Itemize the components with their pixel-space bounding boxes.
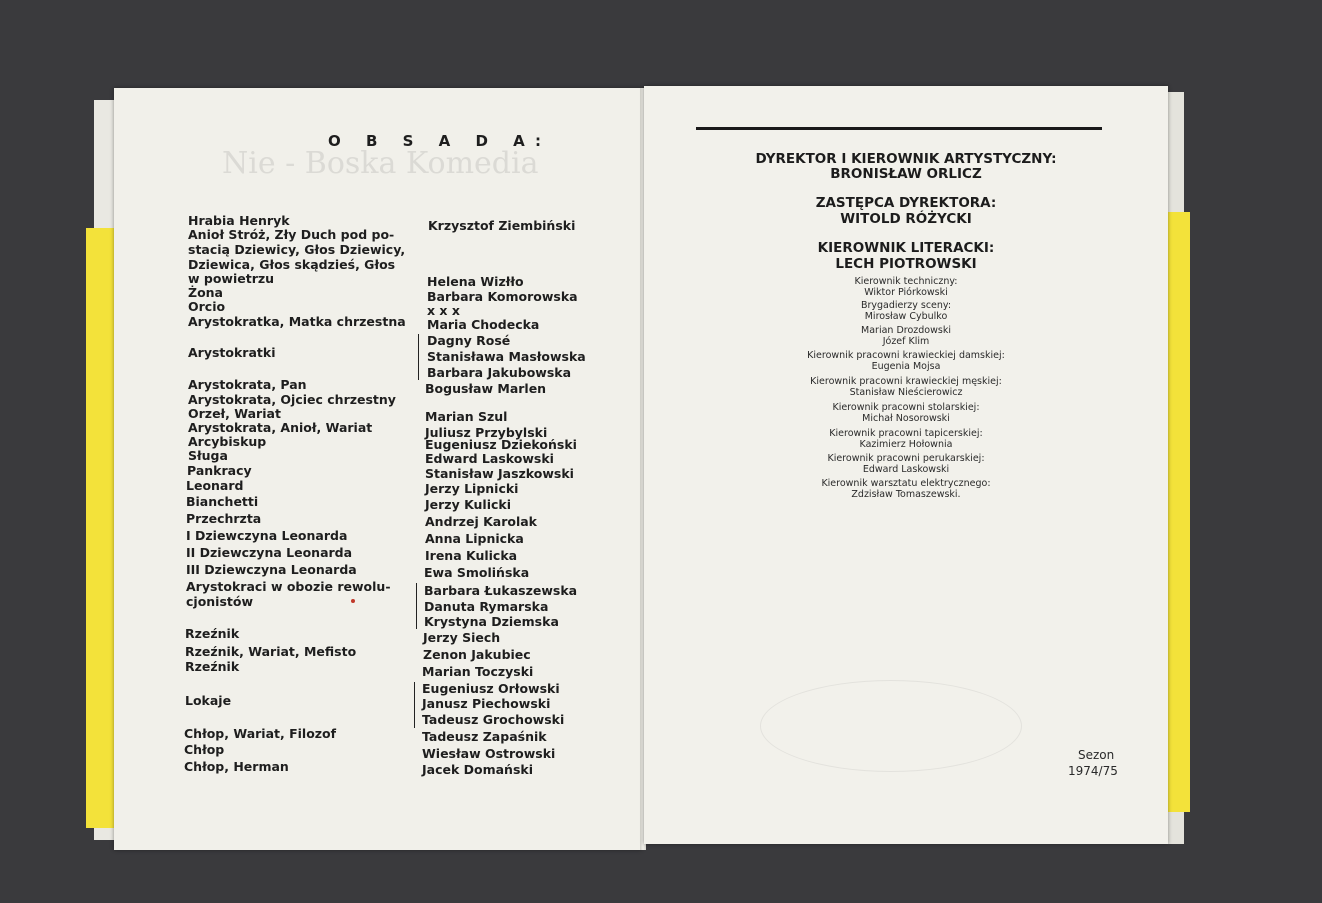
staff-line: Kierownik warsztatu elektrycznego: <box>821 478 991 489</box>
actor-line: Bogusław Marlen <box>425 381 547 396</box>
actor-line: Marian Szul <box>425 409 508 424</box>
role-line: Rzeźnik, Wariat, Mefisto <box>185 644 357 659</box>
role-line: Chłop, Wariat, Filozof <box>184 726 337 741</box>
staff-line: Mirosław Cybulko <box>864 311 948 322</box>
role-line: Anioł Stróż, Zły Duch pod po- <box>188 227 395 242</box>
staff-line: Józef Klim <box>882 336 930 347</box>
actor-line: Eugeniusz Orłowski <box>422 681 560 696</box>
role-line: Bianchetti <box>186 494 259 509</box>
yellow-tab-left <box>86 228 116 828</box>
actor-line: Andrzej Karolak <box>425 514 537 529</box>
role-line: Orcio <box>188 299 226 314</box>
top-rule <box>696 127 1102 130</box>
role-line: Sługa <box>188 448 228 463</box>
role-line: Arystokratka, Matka chrzestna <box>188 314 406 329</box>
role-line: Rzeźnik <box>185 659 240 674</box>
role-line: Przechrzta <box>186 511 262 526</box>
actor-line: Jerzy Kulicki <box>425 497 512 512</box>
staff-line: Eugenia Mojsa <box>871 361 941 372</box>
red-ink-dot <box>351 599 355 603</box>
role-line: Leonard <box>186 478 244 493</box>
actor-line: Jacek Domański <box>422 762 533 777</box>
staff-line: Kierownik techniczny: <box>854 276 958 287</box>
staff-line: Brygadierzy sceny: <box>860 300 952 311</box>
actor-line: Marian Toczyski <box>422 664 534 679</box>
actor-line: Helena Wizłło <box>427 274 524 289</box>
role-line: Arcybiskup <box>188 434 267 449</box>
actor-line: Barbara Komorowska <box>427 289 578 304</box>
actor-line: Maria Chodecka <box>427 317 540 332</box>
literary-manager-name: LECH PIOTROWSKI <box>835 256 977 272</box>
bracket-aristocrats <box>418 334 424 380</box>
actor-line: Stanisława Masłowska <box>427 349 586 364</box>
deputy-director-title: ZASTĘPCA DYREKTORA: <box>815 195 997 211</box>
role-line: Orzeł, Wariat <box>188 406 281 421</box>
actor-line: Irena Kulicka <box>425 548 518 563</box>
actor-line: Dagny Rosé <box>427 333 511 348</box>
role-line: Chłop, Herman <box>184 759 289 774</box>
staff-line: Zdzisław Tomaszewski. <box>851 489 961 500</box>
role-line: Żona <box>188 285 223 300</box>
actor-line: Jerzy Siech <box>423 630 501 645</box>
staff-line: Kierownik pracowni krawieckiej damskiej: <box>807 350 1005 361</box>
role-line: Hrabia Henryk <box>188 213 290 228</box>
actor-line: Eugeniusz Dziekoński <box>425 437 577 452</box>
deputy-director-name: WITOLD RÓŻYCKI <box>840 211 972 227</box>
staff-line: Kierownik pracowni tapicerskiej: <box>829 428 983 439</box>
actor-line: Anna Lipnicka <box>425 531 524 546</box>
staff-line: Kierownik pracowni krawieckiej męskiej: <box>810 376 1002 387</box>
staff-line: Kierownik pracowni stolarskiej: <box>832 402 980 413</box>
role-line: Arystokraci w obozie rewolu- <box>186 579 391 594</box>
actor-line: Jerzy Lipnicki <box>425 481 519 496</box>
actor-line: Barbara Łukaszewska <box>424 583 578 598</box>
role-line: stacią Dziewicy, Głos Dziewicy, <box>188 242 406 257</box>
staff-line: Edward Laskowski <box>862 464 950 475</box>
staff-line: Wiktor Piórkowski <box>864 287 948 298</box>
role-line: cjonistów <box>186 594 254 609</box>
yellow-tab-right <box>1168 212 1190 812</box>
staff-line: Kazimierz Hołownia <box>859 439 953 450</box>
actor-line: Barbara Jakubowska <box>427 365 572 380</box>
actor-line: Krzysztof Ziembiński <box>428 218 576 233</box>
role-line: Rzeźnik <box>185 626 240 641</box>
staff-line: Michał Nosorowski <box>862 413 950 424</box>
director-name: BRONISŁAW ORLICZ <box>830 166 982 182</box>
role-line: III Dziewczyna Leonarda <box>186 562 357 577</box>
role-line: Pankracy <box>187 463 252 478</box>
actor-line: Edward Laskowski <box>425 451 554 466</box>
role-line: Arystokrata, Ojciec chrzestny <box>188 392 396 407</box>
role-line: Lokaje <box>185 693 232 708</box>
director-title: DYREKTOR I KIEROWNIK ARTYSTYCZNY: <box>755 151 1057 167</box>
actor-line: Tadeusz Zapaśnik <box>422 729 547 744</box>
staff-line: Stanisław Nieścierowicz <box>849 387 963 398</box>
actor-line: Janusz Piechowski <box>422 696 551 711</box>
role-line: Dziewica, Głos skądzieś, Głos <box>188 257 396 272</box>
staff-line: Marian Drozdowski <box>861 325 951 336</box>
role-line: I Dziewczyna Leonarda <box>186 528 348 543</box>
actor-line: Ewa Smolińska <box>424 565 530 580</box>
role-line: Chłop <box>184 742 225 757</box>
role-line: w powietrzu <box>188 271 275 286</box>
actor-line: Stanisław Jaszkowski <box>425 466 574 481</box>
bracket-lackeys <box>414 682 420 728</box>
literary-manager-title: KIEROWNIK LITERACKI: <box>817 240 995 256</box>
season-label: Sezon <box>1078 748 1115 762</box>
actor-line: Wiesław Ostrowski <box>422 746 556 761</box>
actor-line: x x x <box>427 303 460 318</box>
role-line: II Dziewczyna Leonarda <box>186 545 353 560</box>
bleed-through-title: Nie - Boska Komedia <box>222 146 539 181</box>
cast-title: O B S A D A: <box>328 132 552 150</box>
season-years: 1974/75 <box>1068 764 1118 778</box>
actor-line: Krystyna Dziemska <box>424 614 559 629</box>
role-line: Arystokrata, Pan <box>188 377 307 392</box>
staff-line: Kierownik pracowni perukarskiej: <box>827 453 985 464</box>
bracket-revolutionary-camp <box>416 583 422 629</box>
actor-line: Juliusz Przybylski <box>425 425 548 440</box>
role-line: Arystokratki <box>188 345 276 360</box>
actor-line: Zenon Jakubiec <box>423 647 531 662</box>
actor-line: Tadeusz Grochowski <box>422 712 565 727</box>
actor-line: Danuta Rymarska <box>424 599 549 614</box>
role-line: Arystokrata, Anioł, Wariat <box>188 420 373 435</box>
faint-bleed-through-ornament <box>760 680 1022 772</box>
